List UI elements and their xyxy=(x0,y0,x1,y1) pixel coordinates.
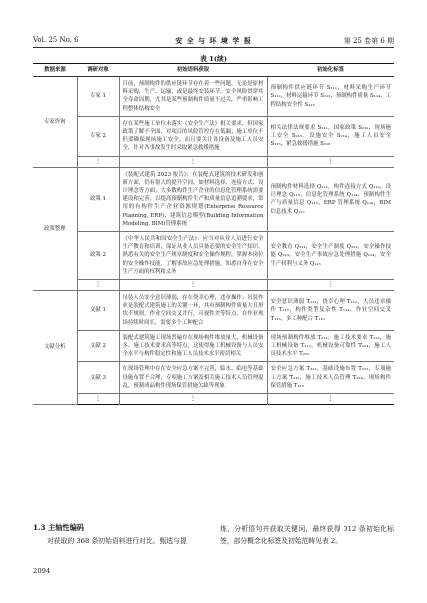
source-cell: 文献分析 xyxy=(33,291,77,405)
person-cell: 专家 2 xyxy=(77,116,119,156)
col-header-source: 数据来源 xyxy=(33,64,77,77)
raw-cell: 存在某些施工单位未落实《安全生产法》相关要求，但国家政策了解不全面，对项目的风险管控存在低漏；施工单位不但要确保现场施工安全，而且要关注各设备及施工人员安全，针对各事故发生时采取紧急救援措施 xyxy=(119,116,267,156)
ellipsis-row xyxy=(33,394,394,405)
table-caption: 表 1(续) xyxy=(199,55,228,63)
label-cell: 预制构件供应链环节 S₁₁₁，材料采购生产环节 S₁₁₂，材料运输环节 S₁₁₃，预制构件质量 S₁₁₄，工程结构安全性 S₁₁₅ xyxy=(267,77,394,117)
person-cell: 文献 3 xyxy=(77,362,119,394)
table-row xyxy=(33,116,394,156)
journal-title: 安 全 与 环 境 学 报 xyxy=(175,36,252,45)
source-cell: 专家咨询 xyxy=(33,77,77,168)
table-row xyxy=(33,330,394,362)
label-cell: 现场预制构件堆放 T₂₁₁，施工技术要求 T₂₁₂，施工机械设备 T₂₁₃，机械设备可靠性 T₂₁₄，施工人员技术水平 T₂₁₅ xyxy=(267,330,394,362)
page-number: 2094 xyxy=(33,567,51,575)
col-header-person: 调研对象 xyxy=(77,64,119,77)
ellipsis-cell: ⋮ xyxy=(77,280,119,291)
label-cell: 安全教育 Q₂₁₁，安全生产制度 Q₂₁₂，安全操作技能 Q₂₁₃，安全生产事故应急处理措施 Q₂₁₄，安全生产权利与义务 Q₂₁₅ xyxy=(267,232,394,280)
ellipsis-cell: ⋮ xyxy=(77,394,119,405)
raw-cell: 吊装人员安全意识薄弱，存在侥幸心理，违章操作；吊装作业是装配式建筑施工的关键一环，其有预制构件质量大且形状不规则，作业空间交叉并行，可视性差等特点，在作业现场持续时间长，需要多个工种配合 xyxy=(119,291,267,331)
body-paragraph-left: 对获取的 368 条初始语料进行对比、甄选与提 xyxy=(47,537,187,545)
table-row xyxy=(33,362,394,394)
person-cell: 政策 2 xyxy=(77,232,119,280)
label-cell: 安全意识薄弱 T₁₁₁，侥幸心理 T₁₁₂，人员违章操作 T₁₁₃，构件类型复杂性 T₁₁₄，作业空间交叉 T₁₁₅，多工种配合 T₁₁₆ xyxy=(267,291,394,331)
col-header-label: 初始化标签 xyxy=(267,64,394,77)
col-header-raw: 初始语料获取 xyxy=(119,64,267,77)
ellipsis-cell: ⋮ xyxy=(267,280,394,291)
table-row xyxy=(33,77,394,117)
journal-volume: Vol. 25 No. 6 xyxy=(33,36,79,44)
running-head xyxy=(33,36,394,46)
ellipsis-cell: ⋮ xyxy=(267,156,394,167)
body-paragraph-right: 炼，分析语句并获取关键词，最终获得 312 条初始化标签，部分概念化标签及初始范畴见表 2。 xyxy=(220,525,394,545)
raw-cell: 装配式建筑施工现场普遍存在现场构件堆放量大、机械设备多、施工技术要求高等特点，这使得施工机械设备与人员安全水平与构件稳定性和施工人员技术水平密切相关 xyxy=(119,330,267,362)
raw-cell: 《中华人民共和国安全生产法》：应当对从业人员进行安全生产教育和培训，保证从业人员具备必要的安全生产知识，熟悉有关的安全生产规章制度和安全操作规程，掌握本岗位的安全操作技能，了解事故应急处理措施，知悉自身在安全生产方面的权利和义务 xyxy=(119,232,267,280)
table-row xyxy=(33,167,394,231)
section-heading: 1.3 主轴性编码 xyxy=(33,523,84,532)
label-cell: 安全应急方案 T₃₁₁，基础设施布置 T₃₁₂，专项施工方案 T₃₁₃，施工技术人员管理 T₃₁₄，现场构件保管措施 T₃₁₅ xyxy=(267,362,394,394)
person-cell: 政策 1 xyxy=(77,167,119,231)
table-row xyxy=(33,291,394,331)
data-table xyxy=(33,63,394,405)
table-header-row xyxy=(33,64,394,77)
ellipsis-cell: ⋮ xyxy=(119,156,267,167)
ellipsis-cell: ⋮ xyxy=(119,394,267,405)
person-cell: 专家 1 xyxy=(77,77,119,117)
person-cell: 文献 1 xyxy=(77,291,119,331)
ellipsis-row xyxy=(33,156,394,167)
journal-issue: 第 25 卷第 6 期 xyxy=(343,37,394,45)
label-cell: 预制构件材料选择 Q₁₁₁，构件连接方式 Q₁₁₂，设计理念 Q₁₁₃，信息化管理系统 Q₁₁₄，预制构件生产与质量信息 Q₁₁₅，ERP 管理系统 Q₁₁₆，BIM 信息技术 Q₁₁₇ xyxy=(267,167,394,231)
raw-cell: 《装配式建筑 2023 报告》：在装配式建筑的技术研发和创新方面，仍有很大的提升空间，如材料选择、连接方式、设计理念等方面；大多数构件生产企业的信息化管理系统需要建设和完善，以提高预制构件生产和质量信息追溯要求，常用的有构件生产企业资源规划(Enterprise Resource Planning, ERP)、建筑信息模型(Building Information Modeling, BIM)管理系统 xyxy=(119,167,267,231)
table-row xyxy=(33,232,394,280)
ellipsis-row xyxy=(33,280,394,291)
raw-cell: 目前，预制构件的供应链环节存在着一些问题，无论是原材料采购、生产、运输，或是最终安装环节，安全风险贯穿其全寿命周期，尤其是某些预制构件质量不过关，严重影响工程整体结构安全 xyxy=(119,77,267,117)
ellipsis-cell: ⋮ xyxy=(77,156,119,167)
ellipsis-cell: ⋮ xyxy=(119,280,267,291)
source-cell: 政策整理 xyxy=(33,167,77,290)
person-cell: 文献 2 xyxy=(77,330,119,362)
header-rule xyxy=(33,47,394,48)
raw-cell: 在现场管理中存在安全应急方案不完善，临水、临电等基础设施布置不合理，专项施工方案及相关施工技术人员管理混乱，预制成品构件现场保管措施欠缺等现象 xyxy=(119,362,267,394)
label-cell: 相关法律法规要求 S₂₁₁，国家政策 S₂₁₂，现场施工安全 S₂₁₃，设施安全 S₂₁₄，施工人员安全 S₂₁₅，紧急救援措施 S₂₁₆ xyxy=(267,116,394,156)
ellipsis-cell: ⋮ xyxy=(267,394,394,405)
